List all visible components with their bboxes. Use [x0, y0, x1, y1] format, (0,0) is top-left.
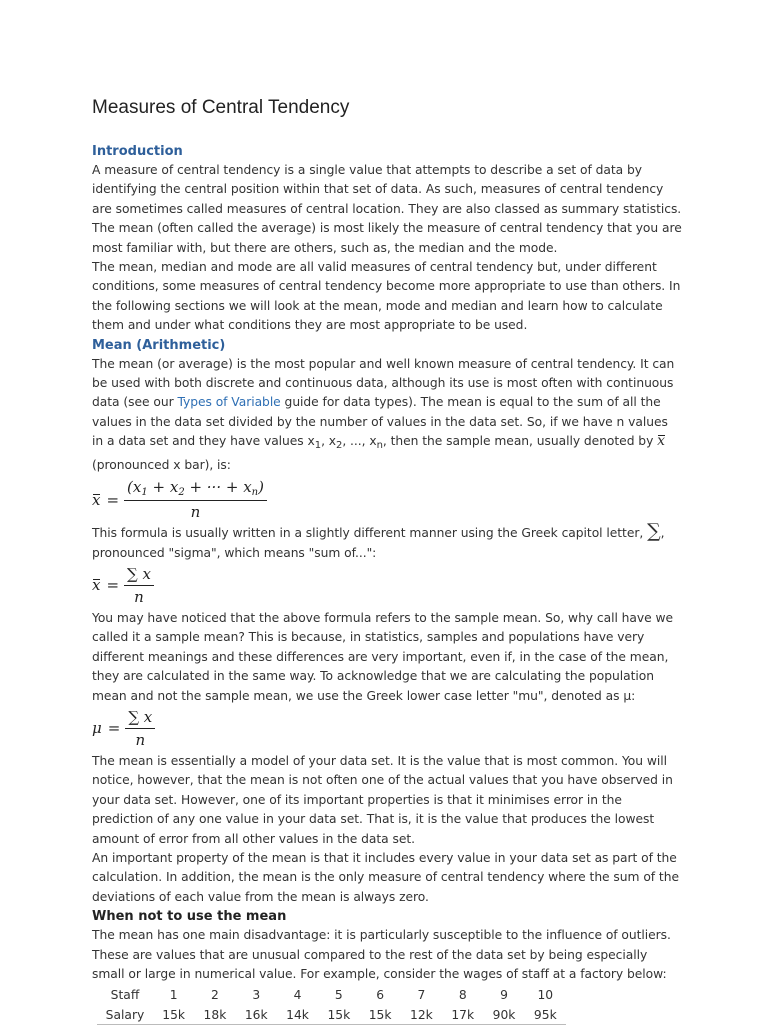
formula1-equals: =: [106, 490, 120, 509]
sigma-symbol: ∑: [647, 520, 661, 543]
formula1-numerator: [124, 478, 267, 501]
mean-p1-text-c: , x: [321, 434, 337, 449]
when-not-heading: When not to use the mean: [92, 909, 287, 925]
salary-cell: 14k: [277, 1005, 318, 1025]
document-page: [92, 96, 682, 1025]
mean-paragraph-1: [92, 355, 682, 475]
salary-cell: 15k: [359, 1005, 400, 1025]
mean-heading: Mean (Arithmetic): [92, 337, 226, 353]
staff-cell: 6: [376, 988, 385, 1003]
formula1-sub-1: 1: [141, 487, 148, 499]
staff-cell: 8: [458, 988, 467, 1003]
formula3-numerator: ∑ x: [125, 708, 155, 729]
formula2-fraction: [124, 565, 154, 606]
formula3-equals: =: [107, 719, 121, 738]
subscript-1: 1: [314, 440, 322, 452]
population-mean-formula: [92, 708, 682, 749]
sample-mean-sigma-formula: [92, 565, 682, 606]
introduction-heading: Introduction: [92, 144, 183, 159]
formula2-numerator: ∑ x: [124, 565, 154, 586]
intro-paragraph-1: A measure of central tendency is a single value that attempts to describe a set of data by identifying the central position within that set of data. As such, measures of central tendency are sometimes called measures of central location. They are also classed as summary statistics. The mean (often called the average) is most likely the measure of central tendency that you are most familiar with, but there are others, such as, the median and the mode.: [92, 163, 682, 255]
mean-p2-text-a: This formula is usually written in a slightly different manner using the Greek capitol letter,: [92, 526, 648, 541]
wages-table: [97, 985, 566, 1025]
when-not-paragraph: The mean has one main disadvantage: it is particularly susceptible to the influence of outliers. These are values that are unusual compared to the rest of the data set by being especially small or large in numerical value. For example, consider the wages of staff at a factory below:: [92, 928, 671, 981]
staff-cell: 2: [211, 988, 219, 1003]
formula1-num-a: (x: [127, 478, 142, 497]
staff-row: [97, 985, 566, 1005]
mean-p1-text-a: The mean (or average) is the most popular and well known measure of central tendency. It can be used with both discrete and continuous data, although its use is most often with continuous data (see our: [92, 356, 675, 410]
staff-cell: 4: [293, 988, 302, 1003]
formula2-equals: =: [106, 576, 120, 595]
mean-paragraph-2: [92, 520, 682, 563]
formula1-sub-n: n: [251, 487, 259, 499]
mean-p1-text-e: , then the sample mean, usually denoted by: [382, 434, 658, 449]
formula1-fraction: [124, 478, 267, 521]
salary-cell: 95k: [525, 1005, 566, 1025]
formula1-lhs: x: [92, 490, 101, 509]
staff-cell: 7: [417, 988, 426, 1003]
formula3-fraction: [125, 708, 155, 749]
subscript-2: 2: [336, 440, 343, 452]
salary-cell: 90k: [483, 1005, 524, 1025]
formula1-num-d: ): [258, 478, 264, 497]
formula3-denominator: n: [135, 730, 146, 749]
x-bar-symbol: x: [657, 433, 666, 450]
staff-cell: 3: [252, 988, 261, 1003]
mean-p2-text-b: , pronounced "sigma", which means "sum of...":: [92, 526, 665, 560]
salary-row-label: Salary: [97, 1005, 153, 1025]
formula3-lhs: μ: [92, 719, 102, 738]
salary-cell: 15k: [318, 1005, 359, 1025]
mean-p1-text-b: guide for data types). The mean is equal to the sum of all the values in the data set divided by the number of values in the data set. So, if we have n values in a data set and they have values x: [92, 395, 668, 449]
salary-cell: 18k: [194, 1005, 235, 1025]
staff-cell: 9: [500, 988, 508, 1003]
salary-cell: 17k: [442, 1005, 483, 1025]
mean-p1-text-d: , ..., x: [342, 434, 377, 449]
page-title: Measures of Central Tendency: [92, 97, 350, 118]
subscript-n: n: [376, 440, 383, 452]
sample-mean-expanded-formula: [92, 478, 682, 521]
staff-cell: 5: [334, 988, 343, 1003]
formula1-num-c: + ··· + x: [184, 478, 252, 497]
intro-paragraph-2: The mean, median and mode are all valid measures of central tendency but, under different conditions, some measures of central tendency become more appropriate to use than others. In the following sections we will look at the mean, mode and median and learn how to calculate them and under what conditions they are most appropriate to be used.: [92, 260, 681, 333]
salary-cell: 12k: [401, 1005, 442, 1025]
staff-cell: 1: [169, 988, 178, 1003]
mean-paragraph-5: An important property of the mean is that it includes every value in your data set as part of the calculation. In addition, the mean is the only measure of central tendency where the sum of the deviations of each value from the mean is always zero.: [92, 850, 679, 904]
formula1-denominator: n: [190, 503, 201, 522]
types-of-variable-link[interactable]: Types of Variable: [177, 395, 281, 410]
mean-p1-text-f: (pronounced x bar), is:: [92, 457, 231, 472]
salary-cell: 16k: [236, 1005, 277, 1025]
mean-paragraph-4: The mean is essentially a model of your data set. It is the value that is most common. You will notice, however, that the mean is not often one of the actual values that you have observed in your data set. However, one of its important properties is that it minimises error in the prediction of any one value in your data set. That is, it is the value that produces the lowest amount of error from all other values in the data set.: [92, 753, 673, 846]
formula1-num-b: + x: [147, 478, 179, 497]
salary-row: [97, 1005, 566, 1025]
staff-cell: 10: [537, 988, 554, 1003]
formula2-lhs: x: [92, 576, 101, 595]
formula2-denominator: n: [134, 587, 144, 606]
salary-cell: 15k: [153, 1005, 194, 1025]
mean-paragraph-3: You may have noticed that the above formula refers to the sample mean. So, why call have we called it a sample mean? This is because, in statistics, samples and populations have very different meanings and these differences are very important, even if, in the case of the mean, they are calculated in the same way. To acknowledge that we are calculating the population mean and not the sample mean, we use the Greek lower case letter "mu", denoted as µ:: [92, 610, 674, 703]
staff-row-label: Staff: [110, 988, 140, 1003]
formula1-sub-2: 2: [178, 487, 185, 499]
